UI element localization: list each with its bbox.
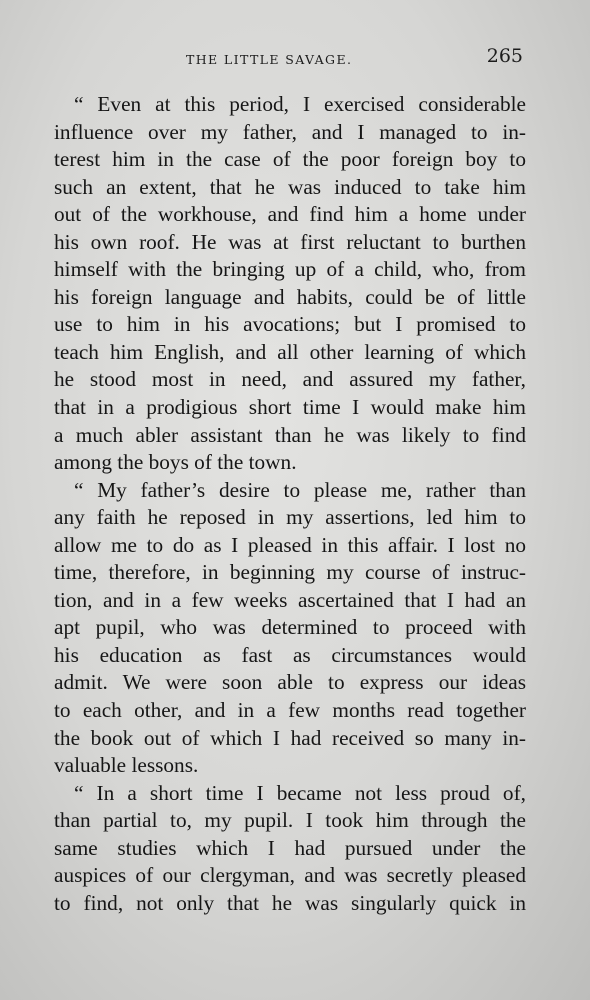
text-line: the book out of which I had received so many in-: [54, 725, 526, 750]
text-line: “ Even at this period, I exercised considerable: [74, 92, 526, 116]
running-head: THE LITTLE SAVAGE.: [186, 52, 353, 67]
text-line: time, therefore, in beginning my course of instruc-: [54, 560, 526, 585]
text-line: a much abler assistant than he was likely to find: [54, 422, 526, 447]
text-line: he stood most in need, and assured my father,: [54, 367, 526, 392]
text-line: his education as fast as circumstances would: [54, 642, 526, 667]
text-line: his own roof. He was at first reluctant to burthen: [54, 229, 526, 254]
text-line: influence over my father, and I managed to in-: [54, 119, 526, 144]
text-line: terest him in the case of the poor foreign boy to: [54, 147, 526, 172]
body-text: [54, 91, 526, 917]
text-line: among the boys of the town.: [54, 450, 297, 475]
text-line: valuable lessons.: [54, 753, 199, 778]
text-line: than partial to, my pupil. I took him through the: [54, 808, 526, 833]
text-line: tion, and in a few weeks ascertained that I had an: [54, 587, 526, 612]
text-line: auspices of our clergyman, and was secretly pleased: [54, 863, 526, 888]
text-line: such an extent, that he was induced to take him: [54, 174, 526, 199]
text-line: use to him in his avocations; but I promised to: [54, 312, 526, 337]
text-line: to find, not only that he was singularly quick in: [54, 890, 526, 915]
text-line: “ My father’s desire to please me, rather than: [74, 477, 526, 502]
text-line: “ In a short time I became not less proud of,: [74, 780, 526, 805]
text-line: that in a prodigious short time I would make him: [54, 395, 526, 420]
page-number: 265: [486, 45, 523, 67]
text-line: out of the workhouse, and find him a home under: [54, 202, 526, 227]
text-line: to each other, and in a few months read together: [54, 698, 526, 723]
text-line: himself with the bringing up of a child, who, from: [54, 257, 526, 282]
page-header: [0, 44, 590, 74]
text-line: apt pupil, who was determined to proceed with: [54, 615, 526, 640]
text-line: same studies which I had pursued under the: [54, 835, 526, 860]
text-line: teach him English, and all other learning of which: [54, 339, 526, 364]
text-line: any faith he reposed in my assertions, led him to: [54, 505, 526, 530]
text-line: allow me to do as I pleased in this affair. I lost no: [54, 532, 526, 557]
text-line: admit. We were soon able to express our ideas: [54, 670, 526, 695]
text-line: his foreign language and habits, could be of little: [54, 284, 526, 309]
